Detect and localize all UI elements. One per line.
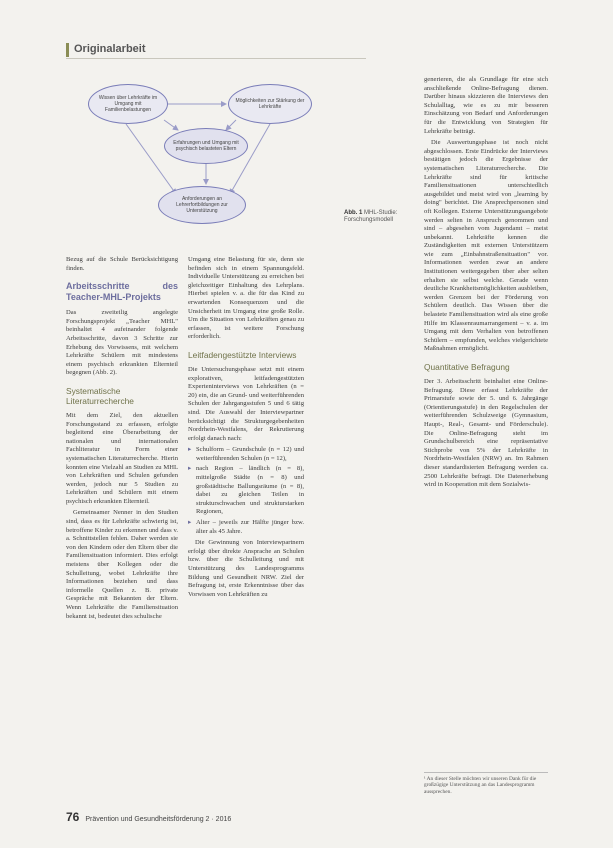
research-model-figure [66,76,336,236]
arrow-1-3 [164,120,178,130]
paragraph: Die Untersuchungsphase setzt mit einem explorativen, leitfadengestützten Experteninterviews von Lehrkräften (n = 20) ein, die an Grund- und weiterführenden Schulen der Jahrgangsstufen 5 und 6 tätig sind. Die Auswahl der Interviewpartner berücksichtigt die Strukturgegebenheiten Nordrhein-Westfalens, der Rekrutierung erfolgt danach nach: [188,365,304,442]
figure-caption [344,210,410,224]
figure-node-1: Wissen über Lehrkräfte im Umgang mit Familienbelastungen [88,84,168,124]
figure-node-4: Anforderungen an Lehrerfortbildungen zur Unterstützung [158,186,246,224]
subsection-heading: Systematische Literaturrecherche [66,385,134,406]
section-label: Originalarbeit [74,43,146,55]
page-number: 76 [66,810,80,824]
footnote: ¹ An dieser Stelle möchten wir unseren Dank für die großzügige Unterstützung an das Landesprogramm aussprechen. [424,772,548,795]
figure-node-3: Erfahrungen und Umgang mit psychisch belasteten Eltern [164,128,248,164]
paragraph: Gemeinsamer Nenner in den Studien sind, dass es für Lehrkräfte schwierig ist, betroffene Kinder zu erkennen und dass v. a. Schnittstellen fehlen. Daher werden sie von den Kindern oder den Eltern über die Familiensituation informiert. Dies erfolgt meistens über Kollegen oder die Schulleitung, wobei Lehrkräfte ihre Informationen beziehen und dass informelle Quellen z. B. private Gespräche mit Bekannten der Eltern. Wenn Lehrkräfte die Familiensituation bekannt ist, bedeutet dies schulische [66,509,178,620]
list-item: ▸ nach Region – ländlich (n = 8), mittelgroße Städte (n = 8) und großstädtische Ballungsräume (n = 8), dabei zu gleichen Teilen in strukturschwachen und strukturstarken Regionen, [196,465,304,517]
paragraph: Bezug auf die Schule Berücksichtigung finden. [66,256,178,272]
paragraph: Der 3. Arbeitsschritt beinhaltet eine Online-Befragung. Diese erfasst Lehrkräfte der Primarstufe sowie der 5. und 6. Jahrgänge (Orientierungsstufe) in den Regelschulen der weiterführenden Schulzweige (Gymnasium, Haupt-, Real-, Gesamt- und Förderschule). Die Online-Befragung steht im Grundschulbereich eine repräsentative Stichprobe von 5% der Lehrkräfte in Nordrhein-Westfalen (NRW) an. Im Rahmen dieser standardisierten Befragung werden ca. 2500 Lehrkräfte befragt. Die Datenerhebung wird in Kooperation mit dem Sozialwis- [424,378,548,489]
text-column-2 [188,256,304,602]
text-column-1 [66,256,178,624]
figure-caption-label: Abb. 1 [344,210,363,216]
journal-name: Prävention und Gesundheitsförderung 2 · 2016 [85,816,232,823]
paragraph: Die Auswertungsphase ist noch nicht abgeschlossen. Erste Eindrücke der Interviews bestätigen jedoch die Ergebnisse der systematischen Literaturrecherche. Die Lehrkräfte sind für kritische Familiensituationen unterschiedlich ausgebildet und meist wird von „learning by doing" berichtet. Die Ansprechpersonen sind oft Kollegen. Externe Unterstützungsangebote werden selten in Anspruch genommen und sind – abgesehen vom Jugendamt – meist unbekannt. Lehrkräfte kennen die Zuständigkeiten mit externen Unterstützern wie zum „Einbahnstraßensituation" vor. Informationen werden zwar an andere Institutionen weitergegeben über aber selten erhalten sie selbst welche. Gerade wenn deutliche Krankheitsmöglichkeiten ausbleiben, werden Grenzen bei der Förderung von Schülern deutlich. Das Wissen über die belastete Familiensituation wird als eine große Hilfe im Klassenraumarrangement – v. a. im Umgang mit dem Verhalten von betroffenen Schülern – empfunden, welches vielgerichtete Maßnahmen ermöglicht. [424,139,548,353]
header-divider [66,58,366,59]
subsection-heading: Leitfadengestützte Interviews [188,349,297,360]
paragraph: Die Gewinnung von Interviewpartnern erfolgt über direkte Ansprache an Schulen bzw. über die Schulleitung und mit Unterstützung des Landesprogramms Bildung und Gesundheit NRW. Ziel der Befragung ist, erste Erkenntnisse über das Vorwissen von Lehrkräften zu [188,539,304,598]
text-column-3 [424,76,548,493]
figure-caption-text: MHL-Studie: Forschungsmodell [344,210,398,223]
paragraph: Mit dem Ziel, den aktuellen Forschungsstand zu erfassen, erfolgte begleitend eine Überarbeitung der nationalen und internationalen Fachliteratur in Form einer systematischen Literaturrecherche. Hierin konnten eine Vielzahl an Studien zu MHL von Lehrkräften und Schulen gefunden werden, jedoch nur 5 Studien zu Lehrkräften und Schülern mit einem psychisch erkrankten Elternteil. [66,411,178,505]
figure-node-2: Möglichkeiten zur Stärkung der Lehrkräfte [228,84,312,124]
arrow-1-4 [126,124,176,194]
list-item: ▸ Schulform – Grundschule (n = 12) und weiterführenden Schulen (n = 12), [196,446,304,463]
paragraph: generieren, die als Grundlage für eine sich anschließende Online-Befragung dienen. Darüber hinaus skizzieren die Interviews den Schulalltag, wie es zu mir besseren Einschätzung von Bedarf und Anforderungen für die Entwicklung von Strategien für Lehrkräfte beiträgt. [424,76,548,135]
page-footer [66,810,231,824]
paragraph: Umgang eine Belastung für sie, denn sie befinden sich in einem Spannungsfeld. Individuelle Unterstützung zu erreichen bei gleichzeitiger Einhaltung des Lehrplans. Hierbei spielen v. a. die für das Kind zu erwartenden Konsequenzen und die Unsicherheit im Umgang eine große Rolle. Um die Situation von Lehrkräften genau zu erfassen, ist weitere Forschung erforderlich. [188,256,304,341]
subsection-heading: Quantitative Befragung [424,362,510,372]
arrow-2-3 [226,120,236,130]
section-heading: Arbeitsschritte des Teacher-MHL-Projekts [66,281,178,303]
header-accent-bar [66,43,69,57]
paragraph: Das zweiteilig angelegte Forschungsprojekt „Teacher MHL" beinhaltet 4 aufeinander folgende Arbeitsschritte, davon 3 Schritte zur Erhebung des Vorwissens, mit welchem Lehrkräfte Schülern mit mindestens einem psychisch erkrankten Elternteil begegnen (Abb. 2). [66,309,178,377]
list-item: ▸ Alter – jeweils zur Hälfte jünger bzw. älter als 45 Jahre. [196,519,304,536]
bullet-list [188,446,304,536]
